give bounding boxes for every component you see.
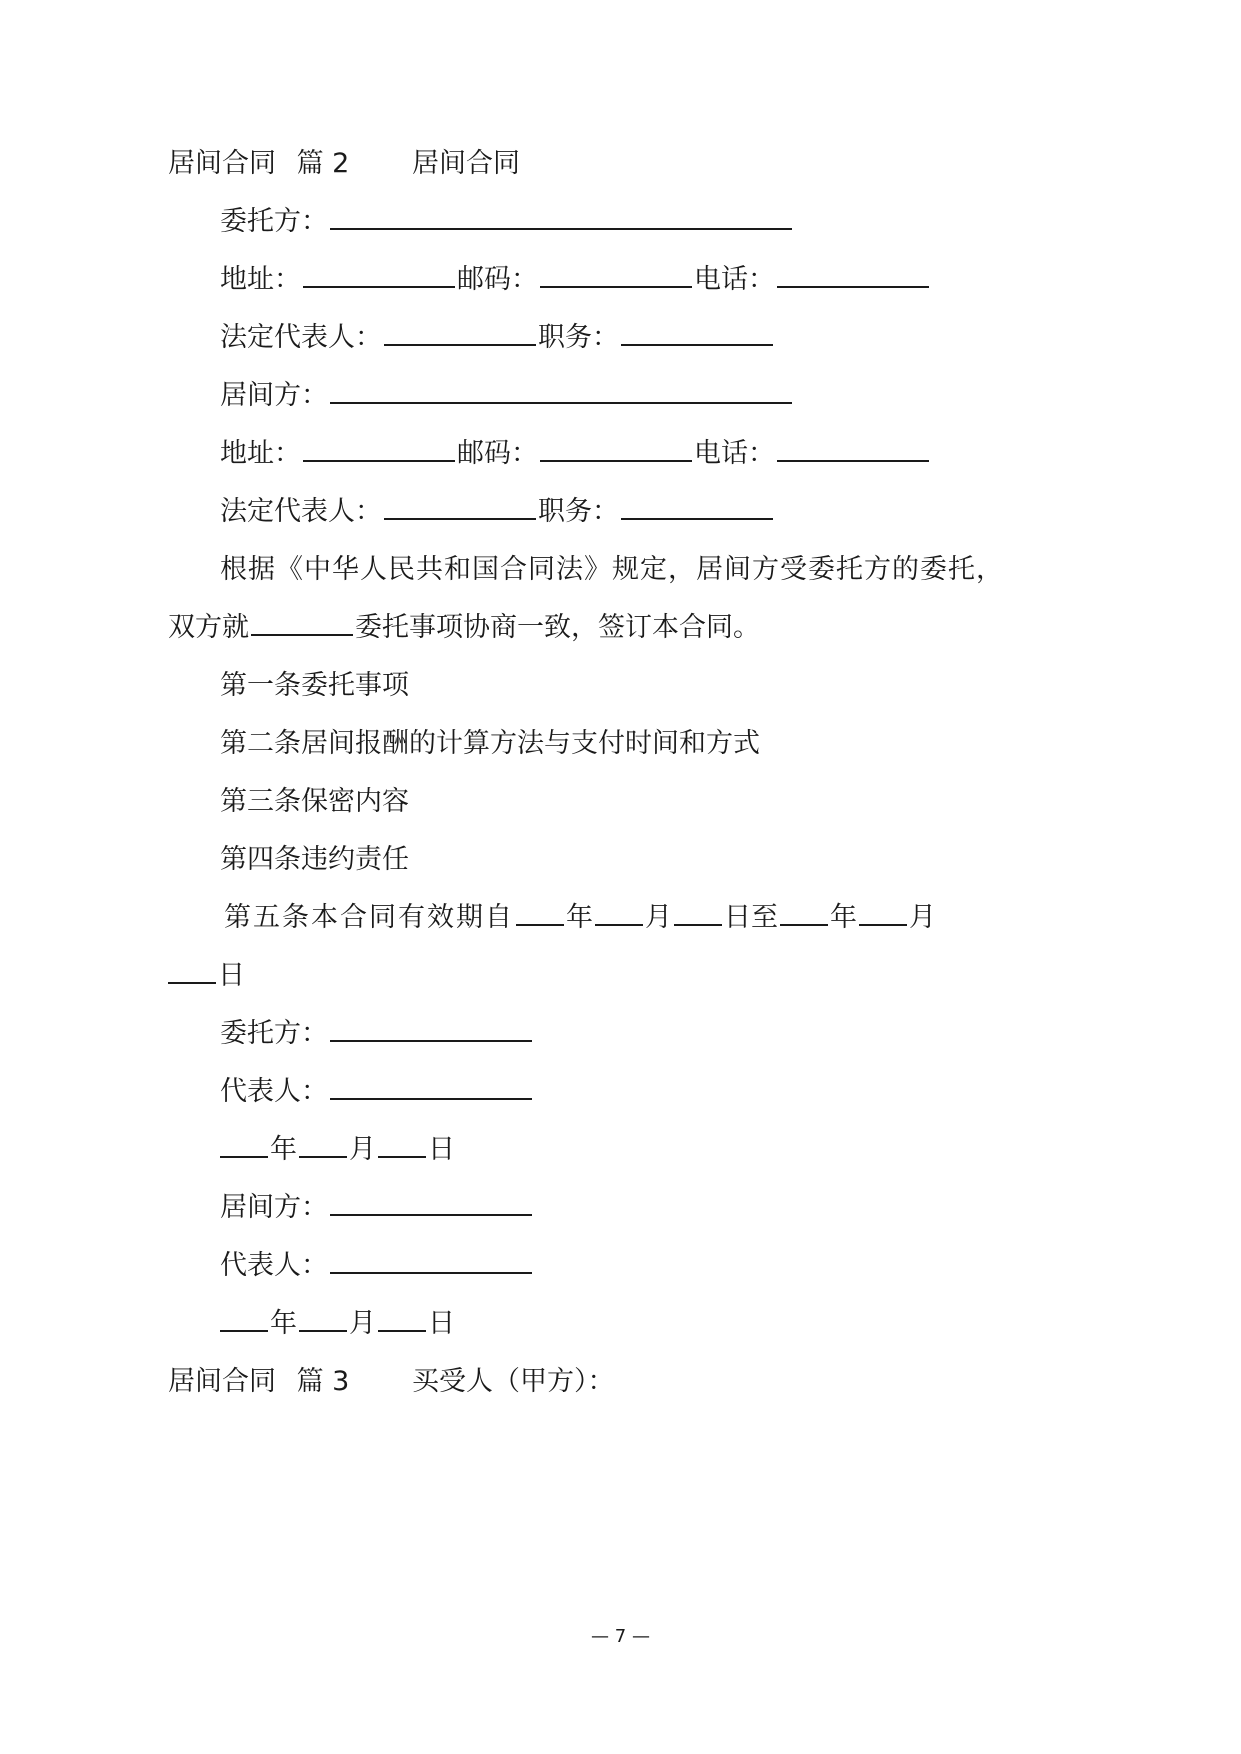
day-to-label: 日至 (724, 902, 778, 933)
address-label: 地址： (220, 438, 301, 469)
intro-suffix: 委托事项协商一致，签订本合同。 (355, 612, 760, 643)
phone-label: 电话： (694, 264, 775, 295)
phone-blank[interactable] (777, 260, 929, 288)
end-month-blank[interactable] (859, 898, 907, 926)
year-label: 年 (270, 1308, 297, 1339)
article-5-line-1 (224, 898, 936, 938)
year-label: 年 (830, 902, 857, 933)
broker-signature-date (220, 1304, 455, 1344)
broker-blank[interactable] (330, 376, 792, 404)
address-label: 地址： (220, 264, 301, 295)
page-number: — 7 — (591, 1626, 650, 1647)
heading-label: 居间合同 (168, 1366, 276, 1397)
legal-rep-blank[interactable] (384, 318, 536, 346)
broker-rep-line (220, 492, 775, 532)
position-label: 职务： (538, 496, 619, 527)
broker-signature-rep (220, 1246, 534, 1286)
broker-address-line (220, 434, 931, 474)
heading-part: 篇 3 (296, 1366, 350, 1397)
start-year-blank[interactable] (516, 898, 564, 926)
party-label: 居间方： (220, 1192, 328, 1223)
month-label: 月 (909, 902, 936, 933)
article-4: 第四条违约责任 (220, 844, 409, 875)
article-3: 第三条保密内容 (220, 786, 409, 817)
party-blank[interactable] (330, 1014, 532, 1042)
day-blank[interactable] (378, 1304, 426, 1332)
end-year-blank[interactable] (780, 898, 828, 926)
day-label: 日 (218, 960, 245, 991)
postcode-blank[interactable] (540, 434, 692, 462)
month-blank[interactable] (299, 1130, 347, 1158)
position-blank[interactable] (621, 492, 773, 520)
article-1: 第一条委托事项 (220, 670, 409, 701)
start-month-blank[interactable] (595, 898, 643, 926)
postcode-blank[interactable] (540, 260, 692, 288)
client-label: 委托方： (220, 206, 328, 237)
day-label: 日 (428, 1134, 455, 1165)
legal-rep-label: 法定代表人： (220, 322, 382, 353)
broker-label: 居间方： (220, 380, 328, 411)
article-2: 第二条居间报酬的计算方法与支付时间和方式 (220, 728, 760, 759)
article-5-line-2 (168, 956, 245, 996)
position-label: 职务： (538, 322, 619, 353)
heading-label: 居间合同 (168, 148, 276, 179)
rep-blank[interactable] (330, 1072, 532, 1100)
section-heading-3 (168, 1362, 614, 1402)
heading-title: 买受人（甲方）： (411, 1366, 615, 1397)
heading-part: 篇 2 (296, 148, 350, 179)
client-line (220, 202, 794, 242)
year-blank[interactable] (220, 1130, 268, 1158)
postcode-label: 邮码： (457, 438, 538, 469)
client-rep-line (220, 318, 775, 358)
intro-line-2 (168, 608, 760, 648)
postcode-label: 邮码： (457, 264, 538, 295)
end-day-blank[interactable] (168, 956, 216, 984)
article-5-prefix: 第五条本合同有效期自 (224, 902, 514, 933)
rep-blank[interactable] (330, 1246, 532, 1274)
year-blank[interactable] (220, 1304, 268, 1332)
client-signature-party (220, 1014, 534, 1054)
matter-blank[interactable] (251, 608, 353, 636)
day-blank[interactable] (378, 1130, 426, 1158)
client-address-line (220, 260, 931, 300)
client-signature-date (220, 1130, 455, 1170)
broker-signature-party (220, 1188, 534, 1228)
year-label: 年 (566, 902, 593, 933)
rep-label: 代表人： (220, 1076, 328, 1107)
rep-label: 代表人： (220, 1250, 328, 1281)
address-blank[interactable] (303, 260, 455, 288)
position-blank[interactable] (621, 318, 773, 346)
legal-rep-blank[interactable] (384, 492, 536, 520)
broker-line (220, 376, 794, 416)
legal-rep-label: 法定代表人： (220, 496, 382, 527)
address-blank[interactable] (303, 434, 455, 462)
month-label: 月 (645, 902, 672, 933)
phone-blank[interactable] (777, 434, 929, 462)
intro-prefix: 双方就 (168, 612, 249, 643)
day-label: 日 (428, 1308, 455, 1339)
client-signature-rep (220, 1072, 534, 1112)
party-blank[interactable] (330, 1188, 532, 1216)
client-blank[interactable] (330, 202, 792, 230)
month-label: 月 (349, 1134, 376, 1165)
month-blank[interactable] (299, 1304, 347, 1332)
intro-line-1: 根据《中华人民共和国合同法》规定，居间方受委托方的委托， (220, 554, 1004, 585)
heading-title: 居间合同 (411, 148, 520, 179)
year-label: 年 (270, 1134, 297, 1165)
phone-label: 电话： (694, 438, 775, 469)
party-label: 委托方： (220, 1018, 328, 1049)
month-label: 月 (349, 1308, 376, 1339)
start-day-blank[interactable] (674, 898, 722, 926)
section-heading-2 (168, 144, 520, 184)
